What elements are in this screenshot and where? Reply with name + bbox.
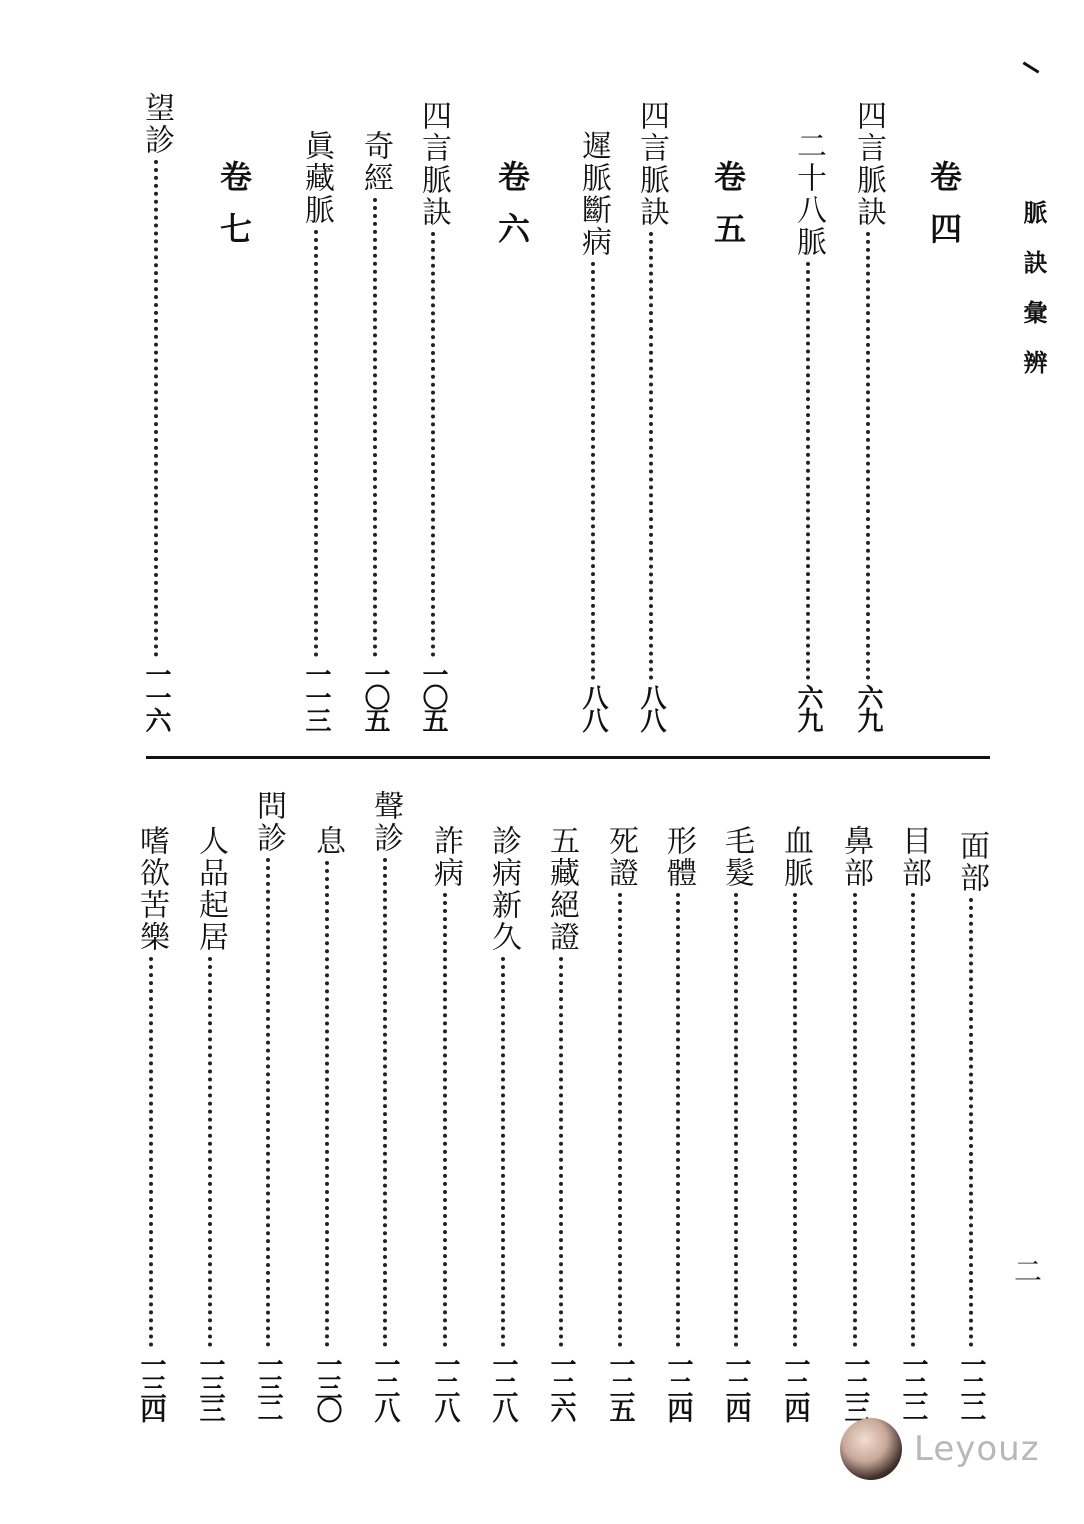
toc-entry[interactable] <box>718 825 754 1420</box>
section-divider <box>146 756 990 759</box>
dot-leader <box>208 957 212 1347</box>
toc-entry[interactable] <box>415 100 451 730</box>
entry-title: 遲脈斷病 <box>576 130 611 258</box>
entry-title: 面部 <box>954 830 989 894</box>
entry-title: 毛髮 <box>719 825 754 889</box>
dot-leader <box>149 957 153 1347</box>
entry-page-number: 一三三 <box>195 1351 225 1420</box>
entry-title: 四言脈訣 <box>634 100 669 228</box>
dot-leader <box>853 893 857 1347</box>
heading-text: 卷六 <box>493 160 531 264</box>
toc-entry[interactable] <box>357 130 393 730</box>
entry-page-number: 一〇五 <box>360 661 390 730</box>
toc-entry[interactable] <box>953 830 989 1420</box>
running-title: 脈訣彙辨 <box>1019 200 1048 400</box>
dot-leader <box>969 898 973 1347</box>
dot-leader <box>559 957 563 1347</box>
heading-text: 卷七 <box>215 160 253 264</box>
entry-page-number: 一二二 <box>898 1351 928 1420</box>
toc-entry[interactable] <box>660 825 696 1420</box>
toc-entry[interactable] <box>602 825 638 1420</box>
toc-entry[interactable] <box>427 825 463 1420</box>
dot-leader <box>618 893 622 1347</box>
entry-title: 聲診 <box>368 790 403 854</box>
toc-entry[interactable] <box>850 100 886 730</box>
entry-title: 五藏絕證 <box>544 825 579 953</box>
toc-entry[interactable] <box>777 825 813 1420</box>
toc-entry[interactable] <box>485 825 521 1420</box>
dot-leader <box>866 232 870 680</box>
entry-title: 血脈 <box>778 825 813 889</box>
entry-page-number: 一三〇 <box>312 1351 342 1420</box>
entry-title: 嗜欲苦樂 <box>134 825 169 953</box>
watermark-avatar <box>840 1418 902 1480</box>
entry-title: 人品起居 <box>193 825 228 953</box>
entry-title: 二十八脈 <box>791 130 826 258</box>
dot-leader <box>806 262 810 680</box>
dot-leader <box>325 861 329 1347</box>
dot-leader <box>591 262 595 680</box>
entry-page-number: 一二三 <box>840 1351 870 1420</box>
entry-page-number: 一二四 <box>780 1351 810 1420</box>
entry-page-number: 八八 <box>578 684 608 730</box>
dot-leader <box>676 893 680 1347</box>
toc-entry[interactable] <box>543 825 579 1420</box>
entry-page-number: 一一三 <box>301 661 331 730</box>
dot-leader <box>443 893 447 1347</box>
dot-leader <box>649 232 653 680</box>
dot-leader <box>911 893 915 1347</box>
entry-title: 形體 <box>661 825 696 889</box>
entry-title: 望診 <box>139 92 174 156</box>
entry-title: 死證 <box>603 825 638 889</box>
dot-leader <box>793 893 797 1347</box>
entry-page-number: 一三四 <box>136 1351 166 1420</box>
toc-entry[interactable] <box>837 825 873 1420</box>
toc-entry[interactable] <box>790 130 826 730</box>
volume-heading <box>214 160 254 264</box>
entry-title: 息 <box>310 825 345 857</box>
entry-page-number: 八八 <box>636 684 666 730</box>
entry-title: 目部 <box>896 825 931 889</box>
entry-page-number: 一二四 <box>721 1351 751 1420</box>
entry-page-number: 一二六 <box>546 1351 576 1420</box>
dot-leader <box>266 858 270 1347</box>
entry-page-number: 一二八 <box>370 1351 400 1420</box>
entry-page-number: 一二二 <box>956 1351 986 1420</box>
heading-text: 卷四 <box>925 160 963 264</box>
page-number: 二 <box>1014 1255 1043 1288</box>
dot-leader <box>373 198 377 657</box>
toc-entry[interactable] <box>367 790 403 1420</box>
volume-heading <box>492 160 532 264</box>
entry-page-number: 一二五 <box>605 1351 635 1420</box>
volume-heading <box>924 160 964 264</box>
entry-title: 詐病 <box>428 825 463 889</box>
toc-entry[interactable] <box>309 825 345 1420</box>
toc-entry[interactable] <box>192 825 228 1420</box>
dot-leader <box>501 957 505 1347</box>
dot-leader <box>154 160 158 657</box>
entry-title: 診病新久 <box>486 825 521 953</box>
entry-title: 奇經 <box>358 130 393 194</box>
entry-page-number: 一〇五 <box>418 661 448 730</box>
watermark-text: Leyouz <box>914 1429 1040 1469</box>
entry-title: 問診 <box>251 790 286 854</box>
entry-title: 眞藏脈 <box>299 130 334 226</box>
toc-entry[interactable] <box>895 825 931 1420</box>
entry-page-number: 一二八 <box>430 1351 460 1420</box>
watermark <box>840 1418 1040 1480</box>
entry-page-number: 六九 <box>853 684 883 730</box>
entry-title: 鼻部 <box>838 825 873 889</box>
volume-heading <box>708 160 748 264</box>
page-edge-mark <box>1023 61 1040 73</box>
entry-page-number: 一二八 <box>488 1351 518 1420</box>
toc-entry[interactable] <box>633 100 669 730</box>
entry-title: 四言脈訣 <box>851 100 886 228</box>
entry-title: 四言脈訣 <box>416 100 451 228</box>
entry-page-number: 一三二 <box>253 1351 283 1420</box>
toc-entry[interactable] <box>133 825 169 1420</box>
entry-page-number: 一一六 <box>141 661 171 730</box>
dot-leader <box>314 230 318 657</box>
dot-leader <box>383 858 387 1347</box>
dot-leader <box>431 232 435 657</box>
toc-entry[interactable] <box>575 130 611 730</box>
entry-page-number: 六九 <box>793 684 823 730</box>
heading-text: 卷五 <box>709 160 747 264</box>
entry-page-number: 一二四 <box>663 1351 693 1420</box>
toc-entry[interactable] <box>250 790 286 1420</box>
toc-entry[interactable] <box>298 130 334 730</box>
toc-entry[interactable] <box>138 92 174 730</box>
dot-leader <box>734 893 738 1347</box>
